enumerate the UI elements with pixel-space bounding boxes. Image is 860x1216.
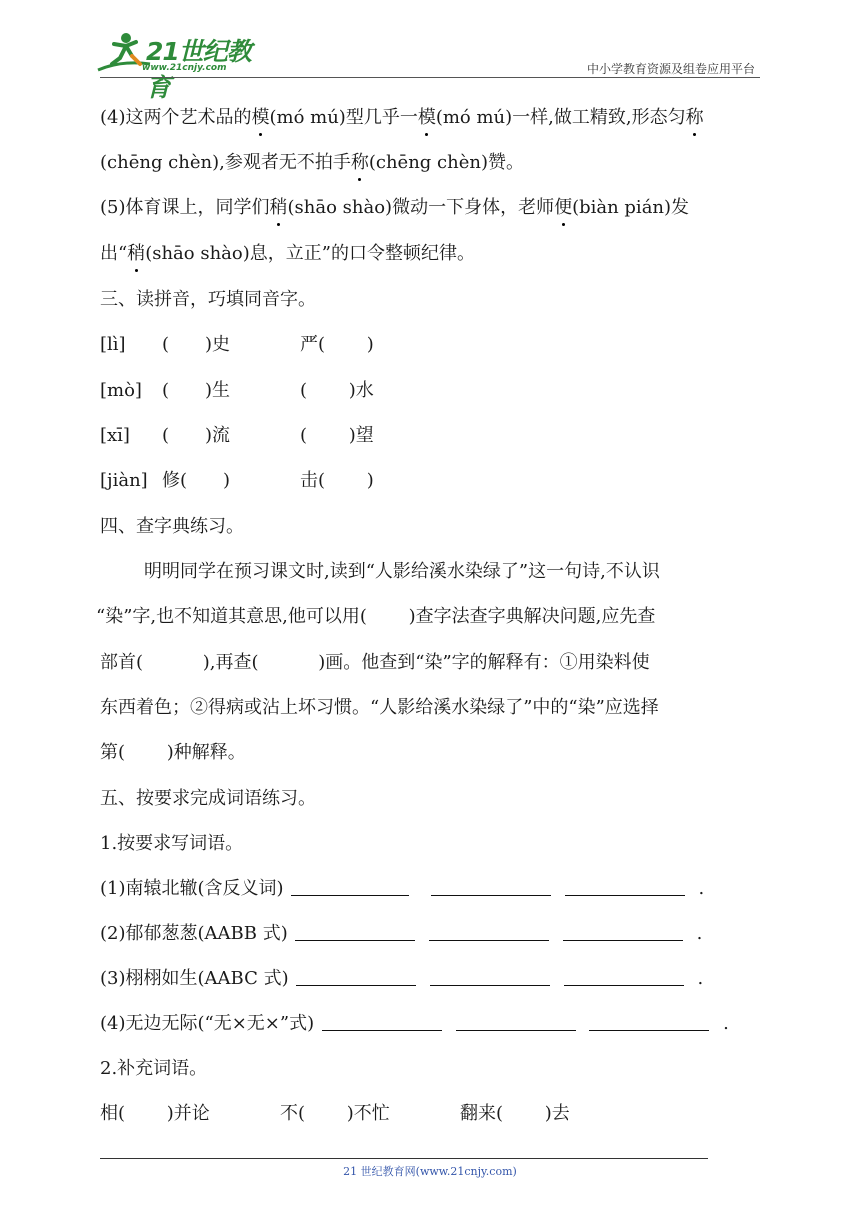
pinyin: [jiàn] <box>100 470 148 491</box>
word-blank-1[interactable]: 修( ) <box>162 470 231 491</box>
q5-title: 五、按要求完成词语练习。 <box>100 788 316 809</box>
idiom-fill[interactable]: 相( )并论 <box>100 1103 210 1124</box>
text: (5)体育课上，同学们 <box>100 197 270 218</box>
q3-title: 三、读拼音，巧填同音字。 <box>100 289 316 310</box>
q4-title: 四、查字典练习。 <box>100 516 244 537</box>
page-header <box>0 0 860 102</box>
pinyin: [lì] <box>100 334 126 355</box>
emphasis-char: 稍 <box>127 243 146 264</box>
answer-blank[interactable] <box>565 879 685 896</box>
header-divider <box>100 77 760 78</box>
q5-sub1: 1.按要求写词语。 <box>100 833 244 854</box>
answer-blank[interactable] <box>429 924 549 941</box>
footer-text: 21 世纪教育网(www.21cnjy.com) <box>343 1165 517 1178</box>
q3-row <box>100 333 374 357</box>
word-blank-1[interactable]: ( )流 <box>162 425 231 446</box>
answer-blank[interactable] <box>322 1014 442 1031</box>
text: (mó mú)一样,做工精致,形态匀 <box>435 107 686 128</box>
answer-blank[interactable] <box>295 924 415 941</box>
q2-item5-line1 <box>100 196 689 220</box>
q4-paragraph-line: 东西着色；②得病或沾上坏习惯。“人影给溪水染绿了”中的“染”应选择 <box>100 697 659 718</box>
answer-blank[interactable] <box>589 1014 709 1031</box>
q4-paragraph-line: 部首( ),再查( )画。他查到“染”字的解释有：①用染料使 <box>100 652 650 673</box>
emphasis-char: 称 <box>685 107 704 128</box>
q2-item5-line2 <box>100 242 475 266</box>
word-blank-2[interactable]: 击( ) <box>300 470 374 491</box>
idiom-fill[interactable]: 不( )不忙 <box>280 1103 390 1124</box>
text: (shāo shào)息，立正”的口令整顿纪律。 <box>145 243 475 264</box>
q4-paragraph-line: “染”字,也不知道其意思,他可以用( )查字法查字典解决问题,应先查 <box>96 606 656 627</box>
emphasis-char: 模 <box>251 107 270 128</box>
q5-item-3 <box>100 967 703 991</box>
q3-row <box>100 469 374 493</box>
answer-blank[interactable] <box>564 969 684 986</box>
text: (shāo shào)微动一下身体，老师 <box>287 197 555 218</box>
period: . <box>698 878 705 899</box>
idiom-fill[interactable]: 翻来( )去 <box>460 1103 570 1124</box>
period: . <box>723 1013 729 1034</box>
text: (chēng chèn)赞。 <box>368 152 524 173</box>
text: (mó mú)型几乎一 <box>269 107 418 128</box>
q5-item-2 <box>100 922 702 946</box>
pinyin: [mò] <box>100 380 142 401</box>
answer-blank[interactable] <box>456 1014 576 1031</box>
answer-blank[interactable] <box>430 969 550 986</box>
q2-item4-line2 <box>100 151 524 175</box>
item-label: (4)无边无际(“无×无×”式) <box>100 1013 315 1034</box>
text: (4)这两个艺术品的 <box>100 107 252 128</box>
word-blank-2[interactable]: ( )水 <box>300 380 374 401</box>
word-blank-1[interactable]: ( )史 <box>162 334 231 355</box>
text: 出“ <box>100 243 128 264</box>
emphasis-char: 称 <box>350 152 369 173</box>
word-blank-1[interactable]: ( )生 <box>162 380 231 401</box>
answer-blank[interactable] <box>291 879 409 896</box>
q5-fill-row <box>100 1102 570 1126</box>
answer-blank[interactable] <box>296 969 416 986</box>
q4-paragraph-line: 第( )种解释。 <box>100 742 246 763</box>
q5-item-1 <box>100 877 704 901</box>
platform-name: 中小学教育资源及组卷应用平台 <box>586 62 755 76</box>
footer-divider <box>100 1158 708 1159</box>
period: . <box>696 923 703 944</box>
period: . <box>697 968 704 989</box>
q4-paragraph-line: 明明同学在预习课文时,读到“人影给溪水染绿了”这一句诗,不认识 <box>144 561 660 582</box>
text: (biàn pián)发 <box>572 197 690 218</box>
q3-row <box>100 379 374 403</box>
text: (chēng chèn),参观者无不拍手 <box>100 152 351 173</box>
logo-text: 21世纪教育 <box>146 37 251 102</box>
word-blank-2[interactable]: ( )望 <box>300 425 374 446</box>
item-label: (3)栩栩如生(AABC 式) <box>100 968 289 989</box>
item-label: (1)南辕北辙(含反义词) <box>100 878 284 899</box>
q3-row <box>100 424 374 448</box>
emphasis-char: 稍 <box>269 197 288 218</box>
word-blank-2[interactable]: 严( ) <box>300 334 374 355</box>
q5-sub2: 2.补充词语。 <box>100 1058 208 1079</box>
logo-url: www.21cnjy.com <box>142 63 227 73</box>
item-label: (2)郁郁葱葱(AABB 式) <box>100 923 288 944</box>
answer-blank[interactable] <box>431 879 551 896</box>
brand-logo <box>92 30 262 102</box>
emphasis-char: 便 <box>554 197 573 218</box>
q2-item4-line1 <box>100 106 704 130</box>
emphasis-char: 模 <box>417 107 436 128</box>
q5-item-4 <box>100 1012 729 1036</box>
pinyin: [xī] <box>100 425 130 446</box>
answer-blank[interactable] <box>563 924 683 941</box>
